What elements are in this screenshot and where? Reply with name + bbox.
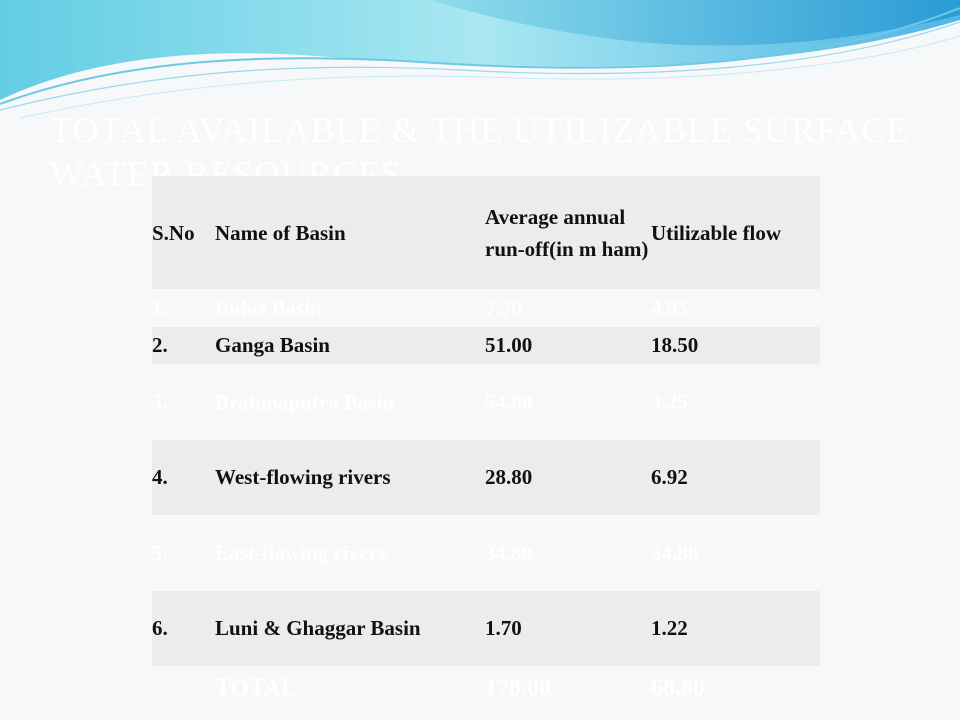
cell-basin-name: East-flowing rivers	[215, 540, 386, 565]
cell-total-runoff: 178.00	[485, 675, 551, 701]
cell-sno	[152, 666, 215, 711]
cell-basin-name: Ganga Basin	[215, 333, 330, 357]
table-row	[152, 440, 820, 515]
cell-total-flow: 68.80	[651, 675, 705, 701]
table-row	[152, 327, 820, 364]
cell-sno: 1.	[152, 295, 168, 320]
table-total-row	[152, 666, 820, 711]
cell-flow: 6.92	[651, 465, 688, 489]
cell-basin-name: Brahmaputra Basin	[215, 389, 395, 414]
header-average-runoff: Average annual run-off(in m ham)	[485, 204, 649, 261]
cell-runoff: 1.70	[485, 616, 522, 640]
cell-flow: 1.22	[651, 616, 688, 640]
cell-total-label: TOTAL	[215, 675, 297, 701]
cell-sno: 4.	[152, 465, 168, 489]
cell-runoff: 34.80	[485, 540, 533, 565]
cell-basin-name: Indus Basin	[215, 295, 322, 320]
cell-flow: 4.95	[651, 295, 688, 320]
header-sno: S.No	[152, 220, 195, 245]
cell-basin-name: West-flowing rivers	[215, 465, 391, 489]
cell-flow: 18.50	[651, 333, 699, 357]
table-row	[152, 364, 820, 440]
basin-table	[152, 176, 820, 711]
header-utilizable-flow: Utilizable flow	[651, 220, 782, 245]
table-row	[152, 515, 820, 591]
slide-title: TOTAL AVAILABLE & THE UTILIZABLE SURFACE WATER RESOURCES	[50, 110, 910, 194]
cell-sno: 5.	[152, 540, 168, 565]
cell-flow: 3.25	[651, 389, 688, 414]
cell-runoff: 54.00	[485, 389, 533, 414]
table-header-row	[152, 176, 820, 289]
cell-runoff: 7.70	[485, 295, 522, 320]
cell-sno: 6.	[152, 616, 168, 640]
cell-flow: 34.80	[651, 540, 699, 565]
cell-runoff: 51.00	[485, 333, 533, 357]
cell-sno: 2.	[152, 333, 168, 357]
header-basin-name: Name of Basin	[215, 220, 346, 245]
cell-sno: 3.	[152, 389, 168, 414]
table-row	[152, 289, 820, 327]
cell-runoff: 28.80	[485, 465, 533, 489]
cell-basin-name: Luni & Ghaggar Basin	[215, 616, 421, 640]
table-row	[152, 591, 820, 666]
